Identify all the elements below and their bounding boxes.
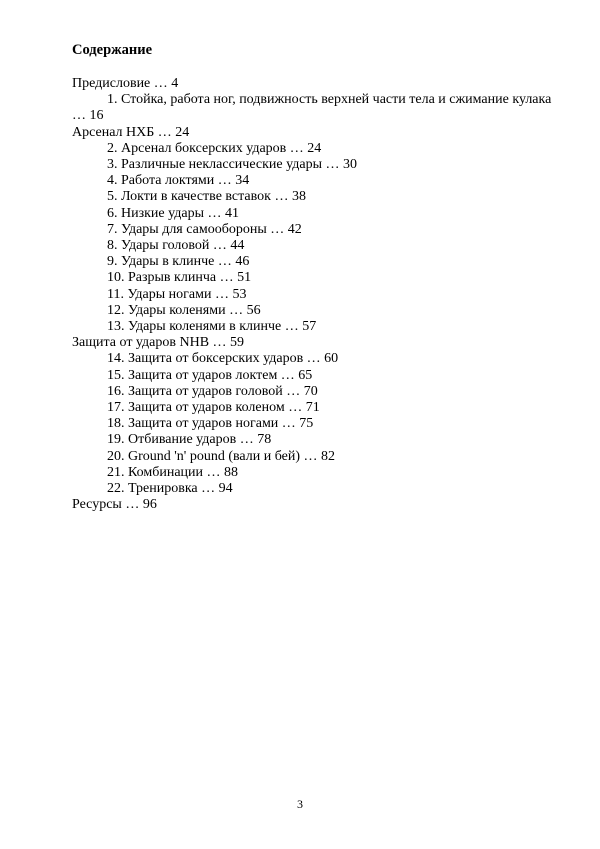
toc-entry-text: 16. Защита от ударов головой … 70 <box>107 383 318 399</box>
toc-chapter-entry <box>72 206 562 222</box>
toc-chapter-entry <box>72 157 562 173</box>
toc-entry-text: Защита от ударов NHB … 59 <box>72 335 245 351</box>
toc-chapter-entry <box>72 238 562 254</box>
toc-entry-text: 2. Арсенал боксерских ударов … 24 <box>107 140 322 156</box>
toc-chapter-entry <box>72 189 562 205</box>
toc-chapter-entry <box>72 465 562 481</box>
toc-chapter-entry <box>72 368 562 384</box>
toc-chapter-entry <box>72 92 562 124</box>
toc-title: Содержание <box>72 42 153 58</box>
toc-entry-text: 9. Удары в клинче … 46 <box>107 254 250 270</box>
toc-entry-text: Арсенал НХБ … 24 <box>72 124 190 140</box>
toc-entry-text: 10. Разрыв клинча … 51 <box>107 270 252 286</box>
toc-section-entry <box>72 497 562 513</box>
toc-chapter-entry <box>72 351 562 367</box>
toc-entry-text: 6. Низкие удары … 41 <box>107 205 240 221</box>
toc-entry-text: 19. Отбивание ударов … 78 <box>107 432 272 448</box>
toc-chapter-entry <box>72 141 562 157</box>
toc-entry-text: 3. Различные неклассические удары … 30 <box>107 157 357 173</box>
toc-chapter-entry <box>72 400 562 416</box>
toc-entry-text: 7. Удары для самообороны … 42 <box>107 221 302 237</box>
toc-entry-text: Предисловие … 4 <box>72 76 179 91</box>
toc-section-entry <box>72 335 562 351</box>
toc-entry-text: 17. Защита от ударов коленом … 71 <box>107 400 320 416</box>
toc-entry-text: Ресурсы … 96 <box>72 497 157 513</box>
toc-chapter-entry <box>72 254 562 270</box>
toc-entry-text: 5. Локти в качестве вставок … 38 <box>107 189 306 205</box>
toc-entry-text: 18. Защита от ударов ногами … 75 <box>107 416 314 432</box>
toc-chapter-entry <box>72 384 562 400</box>
toc-entry-page-ref: … 16 <box>72 108 104 124</box>
toc-chapter-entry <box>72 319 562 335</box>
toc-chapter-entry <box>72 449 562 465</box>
toc-entry-text: 4. Работа локтями … 34 <box>107 173 250 189</box>
toc-entry-text: 22. Тренировка … 94 <box>107 481 233 497</box>
toc-chapter-entry <box>72 481 562 497</box>
toc-entry-text: 12. Удары коленями … 56 <box>107 302 261 318</box>
toc-chapter-entry <box>72 416 562 432</box>
toc-entry-text: 20. Ground 'n' pound (вали и бей) … 82 <box>107 448 336 464</box>
toc-chapter-entry <box>72 173 562 189</box>
toc-entry-text: 8. Удары головой … 44 <box>107 238 245 254</box>
toc-entry-text: 1. Стойка, работа ног, подвижность верхней части тела и сжимание кулака <box>107 92 552 108</box>
toc-entry-text: 15. Защита от ударов локтем … 65 <box>107 367 313 383</box>
toc-chapter-entry <box>72 303 562 319</box>
toc-chapter-entry <box>72 270 562 286</box>
toc-section-entry <box>72 125 562 141</box>
toc-chapter-entry <box>72 287 562 303</box>
toc-chapter-entry <box>72 222 562 238</box>
page-number: 3 <box>297 797 303 811</box>
toc-entry-text: 13. Удары коленями в клинче … 57 <box>107 319 317 335</box>
toc-entry-text: 21. Комбинации … 88 <box>107 464 239 480</box>
toc-section-entry <box>72 76 562 92</box>
toc-entry-text: 11. Удары ногами … 53 <box>107 286 247 302</box>
table-of-contents <box>72 76 562 513</box>
toc-entry-text: 14. Защита от боксерских ударов … 60 <box>107 351 339 367</box>
toc-chapter-entry <box>72 432 562 448</box>
